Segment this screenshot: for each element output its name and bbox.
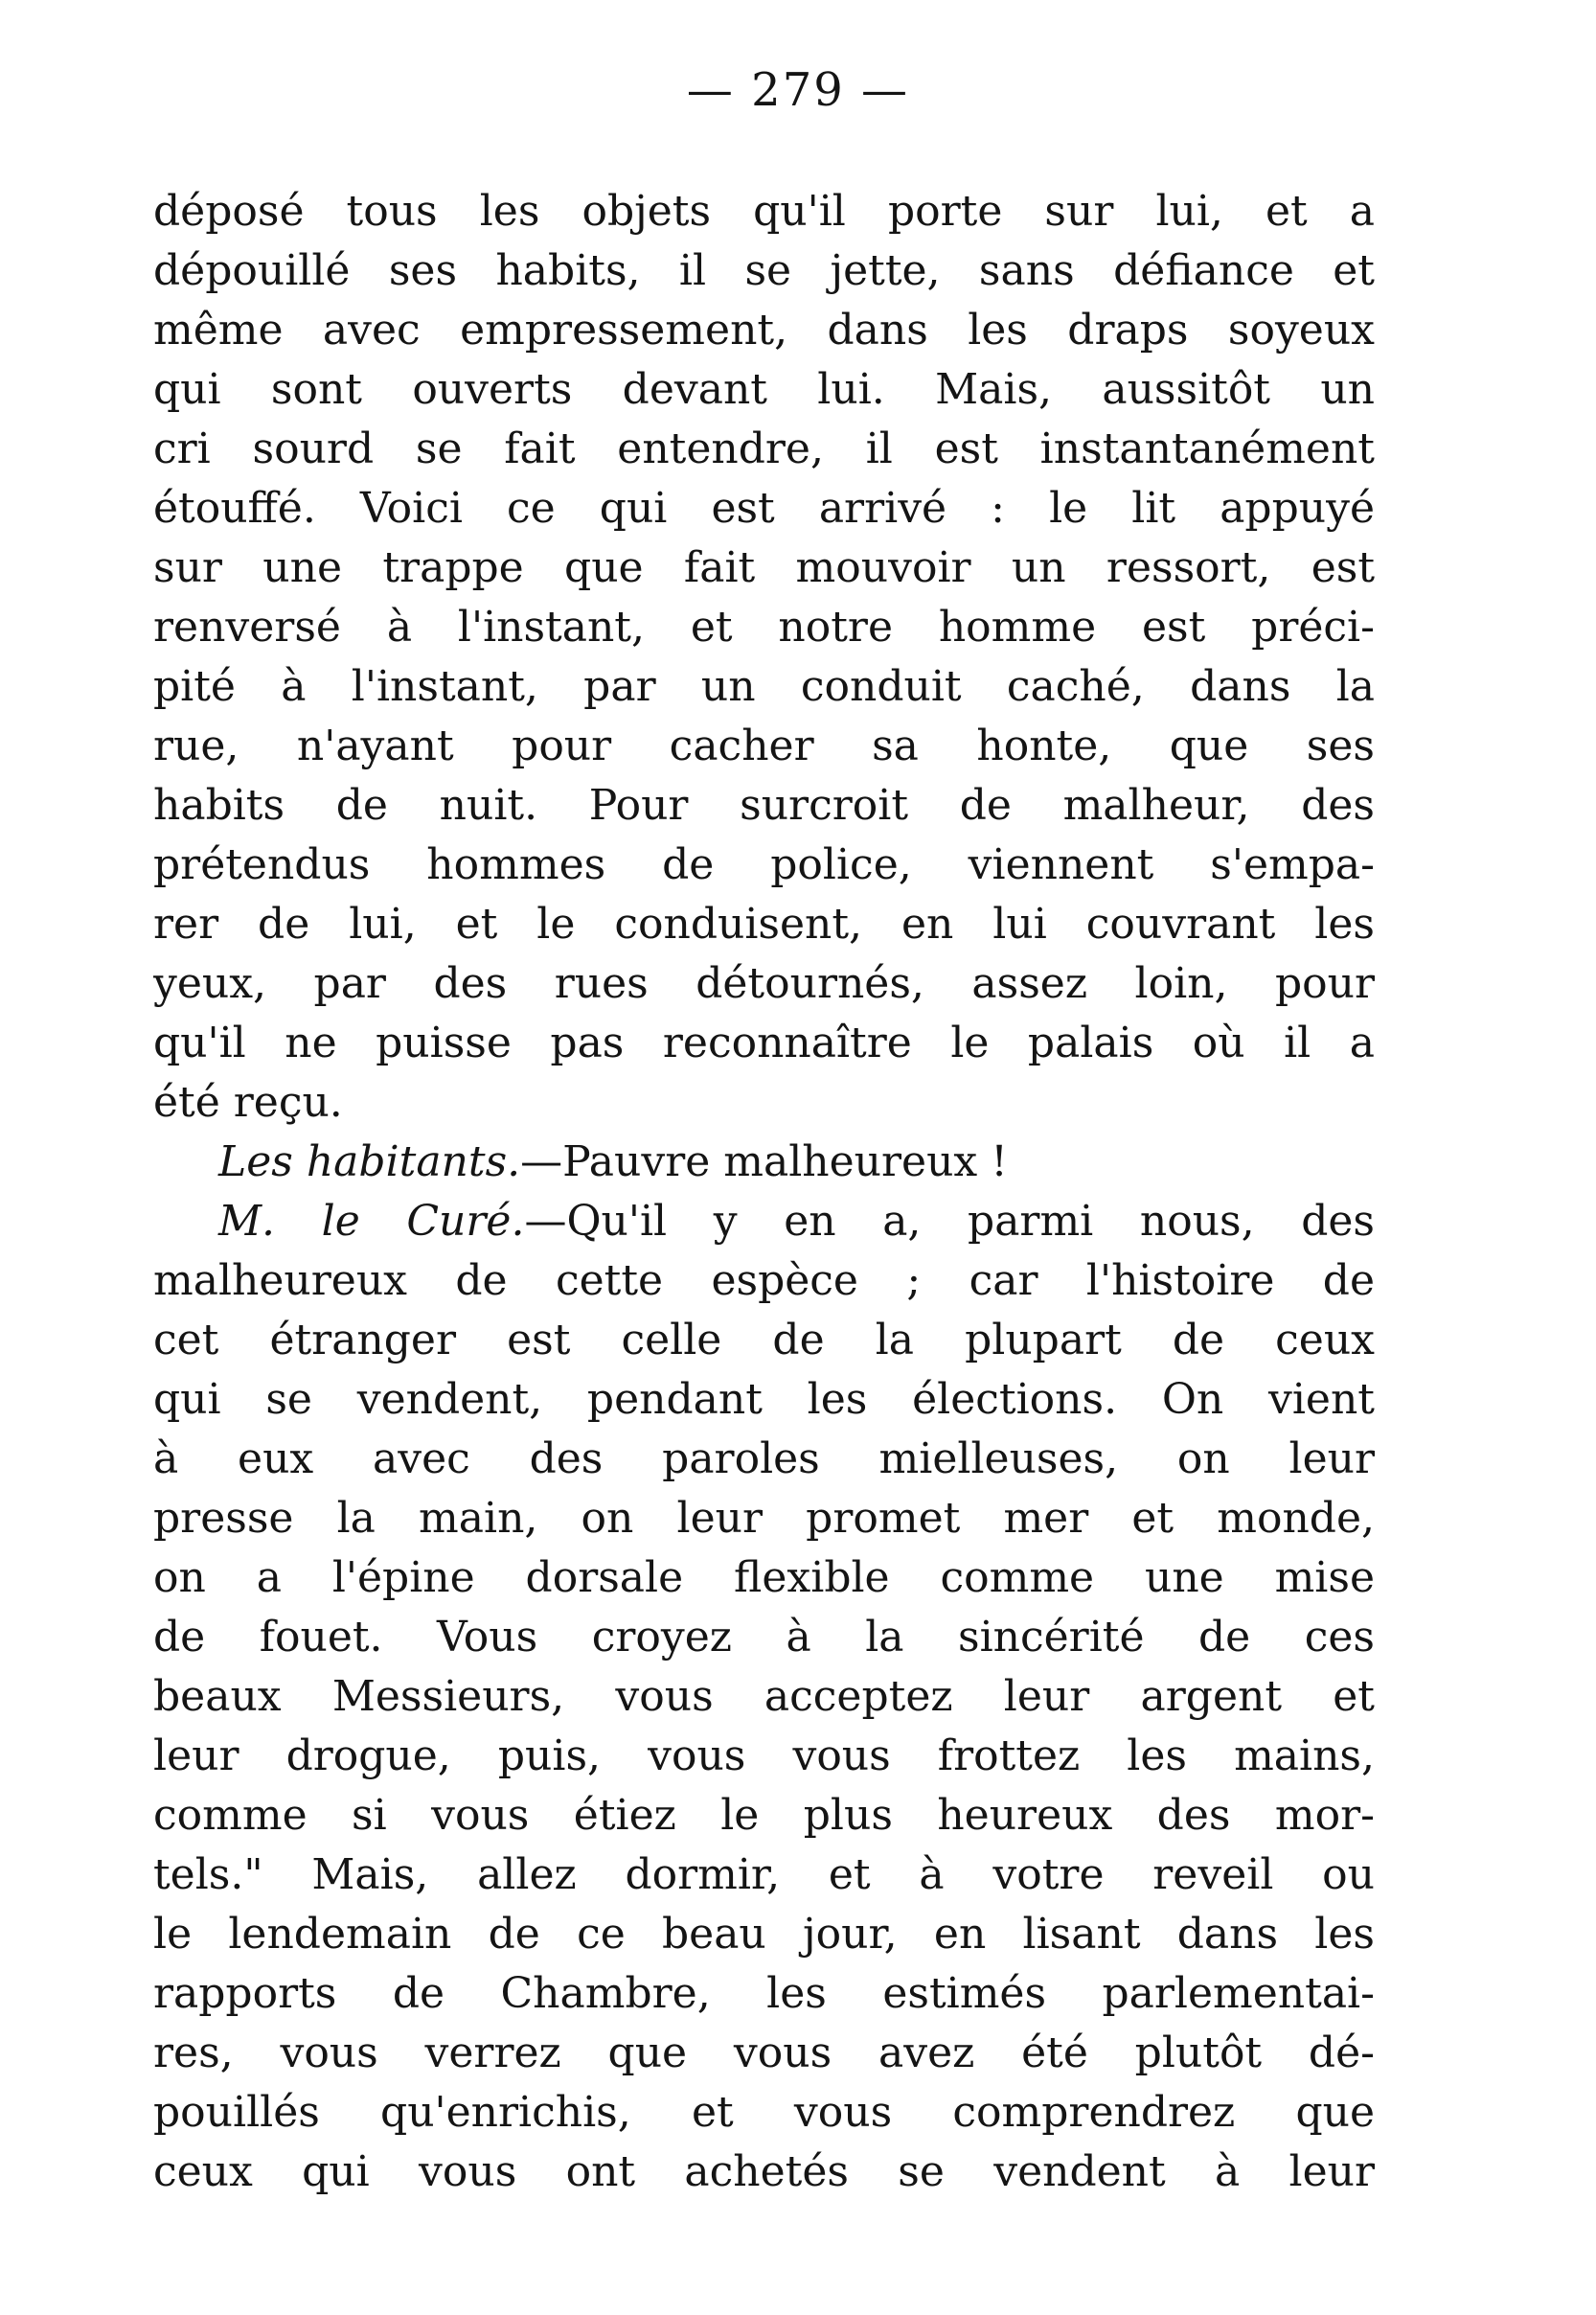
text-line: tels." Mais, allez dormir, et à votre reveil ou: [153, 1850, 1375, 1899]
text-line: même avec empressement, dans les draps soyeux: [153, 306, 1375, 355]
text-line: rapports de Chambre, les estimés parlementai-: [153, 1969, 1375, 2018]
text-line: étouffé. Voici ce qui est arrivé : le lit appuyé: [153, 484, 1375, 533]
text-line: pouillés qu'enrichis, et vous comprendrez que: [153, 2088, 1375, 2137]
text-line: à eux avec des paroles mielleuses, on leur: [153, 1434, 1375, 1483]
text-line: qu'il ne puisse pas reconnaître le palais où il a: [153, 1019, 1375, 1067]
text-line: on a l'épine dorsale flexible comme une mise: [153, 1553, 1375, 1602]
text-line: presse la main, on leur promet mer et monde,: [153, 1494, 1375, 1543]
speaker-name: Les habitants.: [218, 1137, 521, 1186]
text-line: qui se vendent, pendant les élections. On vient: [153, 1375, 1375, 1424]
text-line: cet étranger est celle de la plupart de ceux: [153, 1316, 1375, 1364]
text-line: qui sont ouverts devant lui. Mais, aussitôt un: [153, 365, 1375, 414]
dialogue-text: —Qu'il y en a, parmi nous, des: [524, 1197, 1375, 1246]
text-line: sur une trappe que fait mouvoir un ressort, est: [153, 543, 1375, 592]
text-line: été reçu.: [153, 1078, 343, 1127]
page-body: [153, 182, 1375, 2202]
dialogue-line: [153, 1192, 1375, 1251]
text-line: res, vous verrez que vous avez été plutôt dé-: [153, 2028, 1375, 2077]
text-line: yeux, par des rues détournés, assez loin, pour: [153, 959, 1375, 1008]
dialogue-line: [153, 1133, 1375, 1192]
text-line: renversé à l'instant, et notre homme est préci-: [153, 603, 1375, 652]
text-line: rue, n'ayant pour cacher sa honte, que ses: [153, 722, 1375, 770]
text-line: malheureux de cette espèce ; car l'histoire de: [153, 1256, 1375, 1305]
text-line: beaux Messieurs, vous acceptez leur argent et: [153, 1672, 1375, 1721]
text-line: déposé tous les objets qu'il porte sur lui, et a: [153, 187, 1375, 236]
speaker-name: M. le Curé.: [218, 1197, 525, 1246]
text-line: rer de lui, et le conduisent, en lui couvrant les: [153, 900, 1375, 949]
text-line: prétendus hommes de police, viennent s'empa-: [153, 840, 1375, 889]
text-line: cri sourd se fait entendre, il est instantanément: [153, 424, 1375, 473]
text-line: dépouillé ses habits, il se jette, sans défiance et: [153, 246, 1375, 295]
text-line: pité à l'instant, par un conduit caché, dans la: [153, 662, 1375, 711]
dialogue-text: —Pauvre malheureux !: [520, 1137, 1008, 1186]
page-number: — 279 —: [686, 63, 910, 117]
text-line: leur drogue, puis, vous vous frottez les mains,: [153, 1731, 1375, 1780]
text-line: ceux qui vous ont achetés se vendent à leur: [153, 2147, 1375, 2196]
text-line: habits de nuit. Pour surcroit de malheur, des: [153, 781, 1375, 830]
text-line: le lendemain de ce beau jour, en lisant dans les: [153, 1910, 1375, 1959]
text-line: de fouet. Vous croyez à la sincérité de ces: [153, 1613, 1375, 1662]
text-line: comme si vous étiez le plus heureux des mor-: [153, 1791, 1375, 1840]
